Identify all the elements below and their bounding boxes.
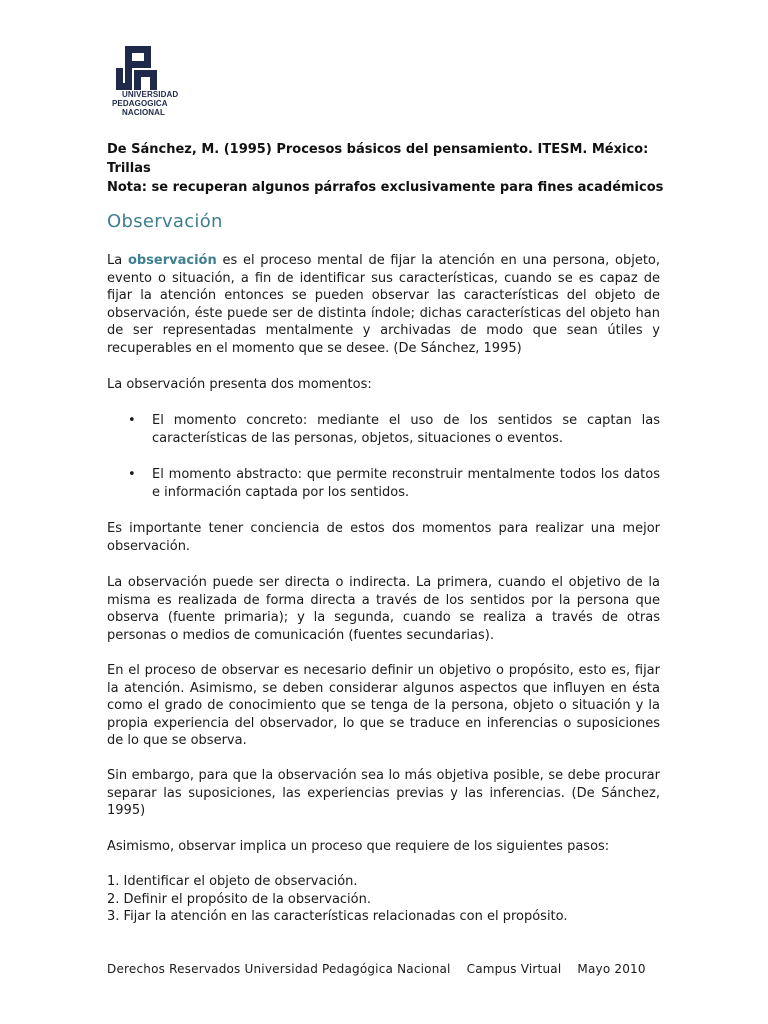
list-item [128, 466, 660, 501]
list-item: 2. Definir el propósito de la observación. [107, 891, 371, 907]
bullet-text: El momento abstracto: que permite reconstruir mentalmente todos los datos e información captada por los sentidos. [152, 467, 660, 500]
bullet-text: El momento concreto: mediante el uso de los sentidos se captan las características de las personas, objetos, situaciones o eventos. [152, 413, 660, 446]
page-footer: Derechos Reservados Universidad Pedagógica Nacional Campus Virtual Mayo 2010 [107, 962, 646, 976]
paragraph: Es importante tener conciencia de estos dos momentos para realizar una mejor observación. [107, 521, 660, 554]
paragraph: Asimismo, observar implica un proceso que requiere de los siguientes pasos: [107, 839, 610, 854]
reference-citation: De Sánchez, M. (1995) Procesos básicos del pensamiento. ITESM. México: Trillas [107, 142, 649, 176]
steps-list [107, 873, 568, 926]
upn-logo [108, 44, 198, 124]
bullet-icon: • [128, 467, 136, 482]
list-item [128, 412, 660, 447]
logo-line-2: PEDAGOGICA [112, 99, 168, 108]
logo-line-3: NACIONAL [122, 108, 166, 117]
upn-logo-mark-icon [108, 44, 198, 92]
intro-body: es el proceso mental de fijar la atención en una persona, objeto, evento o situación, a fin de identificar sus características, cuando se es capaz de fijar la atención entonces se pueden observar las características del objeto de observación, éste puede ser de distinta índole; dichas características del objeto han de ser representadas mentalmente y archivadas de modo que sean útiles y recuperables en el momento que se desee. (De Sánchez, 1995) [107, 253, 661, 356]
bullet-icon: • [128, 413, 136, 428]
paragraph: La observación puede ser directa o indirecta. La primera, cuando el objetivo de la misma es realizada de forma directa a través de los sentidos por la persona que observa (fuente primaria); y la segunda, cuando se realiza a través de otras personas o medios de comunicación (fuentes secundarias). [107, 575, 660, 643]
moments-intro: La observación presenta dos momentos: [107, 377, 372, 392]
list-item: 1. Identificar el objeto de observación. [107, 874, 358, 889]
intro-paragraph [107, 252, 660, 357]
intro-pre: La [107, 253, 128, 268]
reference-note: Nota: se recuperan algunos párrafos exclusivamente para fines académicos [107, 180, 664, 195]
logo-text [108, 90, 200, 117]
paragraph: Sin embargo, para que la observación sea lo más objetiva posible, se debe procurar separar las suposiciones, las experiencias previas y las inferencias. (De Sánchez, 1995) [107, 768, 660, 818]
section-heading: Observación [107, 211, 223, 232]
intro-term: observación [127, 253, 217, 268]
logo-line-1: UNIVERSIDAD [122, 90, 179, 99]
bibliographic-reference [107, 140, 667, 197]
paragraph: En el proceso de observar es necesario definir un objetivo o propósito, esto es, fijar la atención. Asimismo, se deben considerar algunos aspectos que influyen en ésta como el grado de conocimiento que se tenga de la persona, objeto o situación y la propia experiencia del observador, lo que se traduce en inferencias o suposiciones de lo que se observa. [107, 663, 660, 748]
list-item: 3. Fijar la atención en las características relacionadas con el propósito. [107, 909, 568, 924]
